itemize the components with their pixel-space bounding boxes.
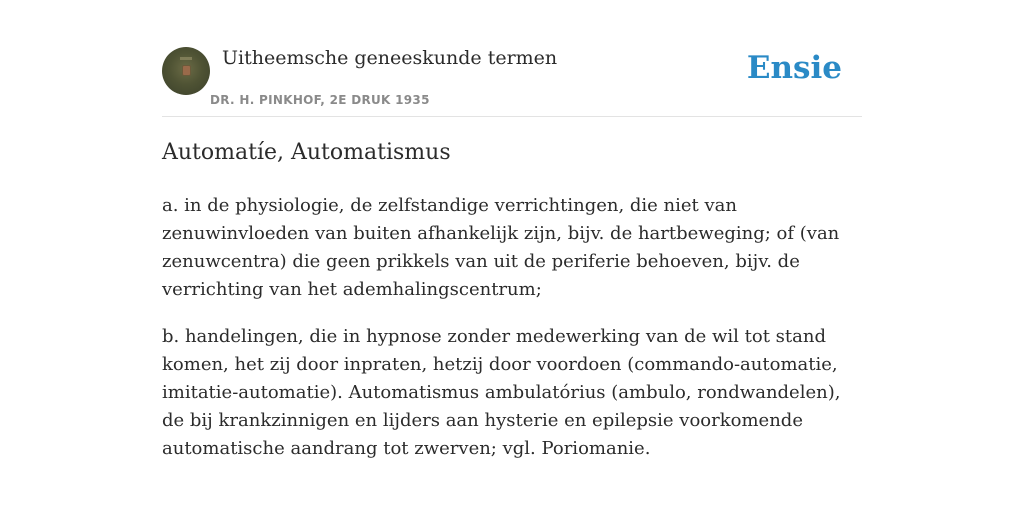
page-header <box>162 46 862 117</box>
book-cover-avatar[interactable] <box>162 47 210 95</box>
book-cover-label-decoration <box>180 57 192 60</box>
entry-term-heading: Automatíe, Automatismus <box>162 140 451 165</box>
ensie-logo-link[interactable]: Ensie <box>746 50 842 86</box>
definition-paragraph-b: b. handelingen, die in hypnose zonder medewerking van de wil tot stand komen, het zij door inpraten, hetzij door voordoen (commando-automatie, imitatie-automatie). Automatismus ambulatórius (ambulo, rondwandelen), de bij krankzinnigen en lijders aan hysterie en epilepsie voorkomende automatische aandrang tot zwerven; vgl. Poriomanie. <box>162 326 841 459</box>
definition-paragraph-a: a. in de physiologie, de zelfstandige verrichtingen, die niet van zenuwinvloeden van buiten afhankelijk zijn, bijv. de hartbeweging; of (van zenuwcentra) die geen prikkels van uit de periferie behoeven, bijv. de verrichting van het ademhalingscentrum; <box>162 195 840 300</box>
book-title-link[interactable]: Uitheemsche geneeskunde termen <box>222 47 558 69</box>
book-author-edition: DR. H. PINKHOF, 2E DRUK 1935 <box>210 93 430 107</box>
book-cover-emblem-icon <box>183 66 190 75</box>
